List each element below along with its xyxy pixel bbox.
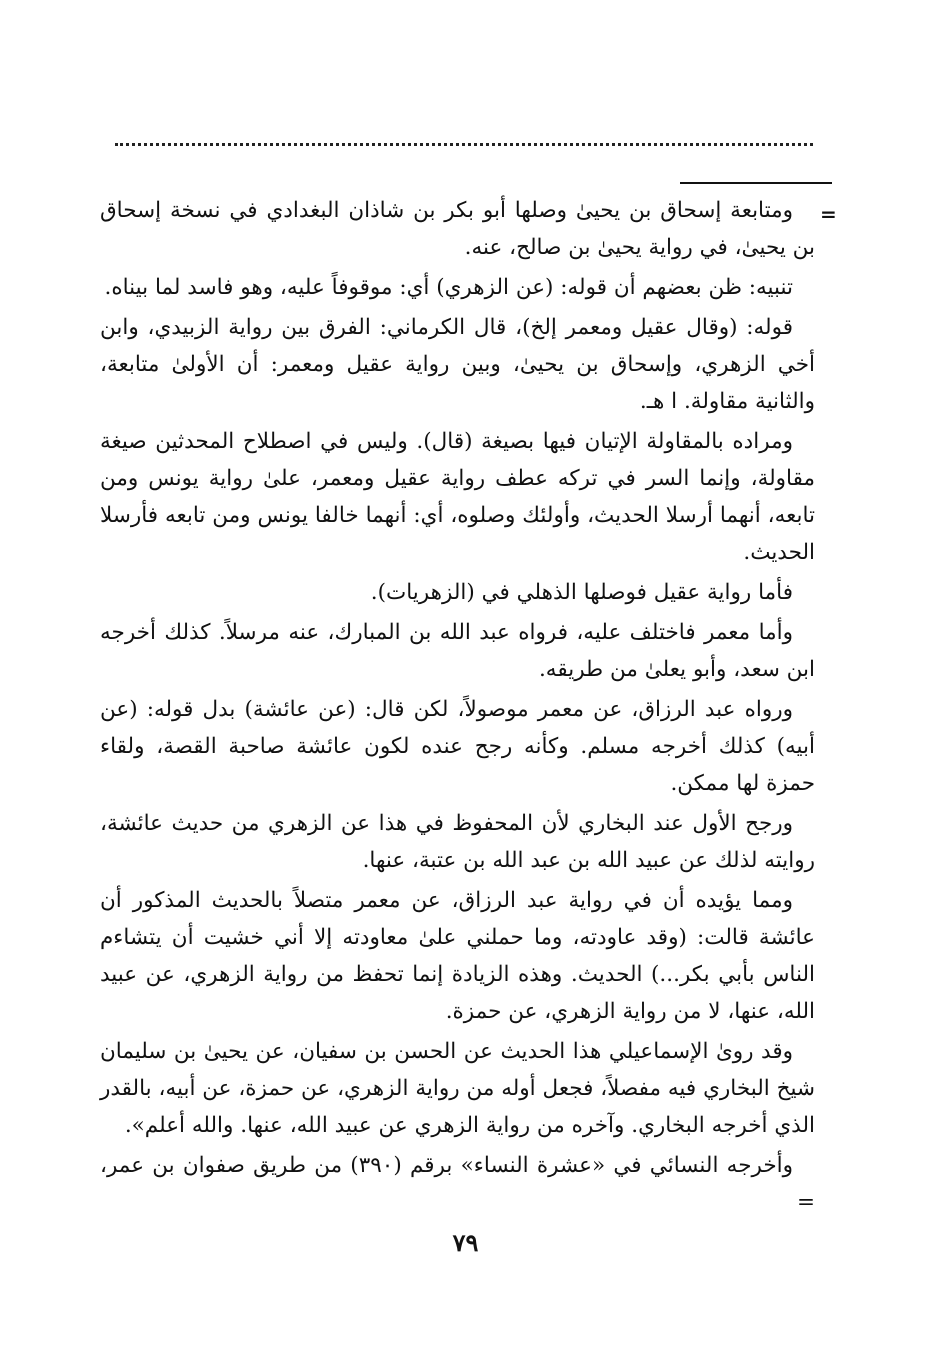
page-number: ٧٩ <box>452 1228 479 1257</box>
continuation-mark: = <box>820 202 837 226</box>
paragraph: قوله: (وقال عقيل ومعمر إلخ)، قال الكرماني: الفرق بين رواية الزبيدي، وابن أخي الزهري، وإسحاق بن يحيىٰ، وبين رواية عقيل ومعمر: أن الأولىٰ متابعة، والثانية مقاولة. ا هـ. <box>100 315 815 414</box>
paragraph: فأما رواية عقيل فوصلها الذهلي في (الزهريات). <box>370 580 793 605</box>
paragraph: ومما يؤيده أن في رواية عبد الرزاق، عن معمر متصلاً بالحديث المذكور أن عائشة قالت: (وقد عاودته، وما حملني علىٰ معاودته إلا أني خشيت أن يتشاءم الناس بأبي بكر...) الحديث. وهذه الزيادة إنما تحفظ من رواية الزهري، عن عبيد الله، عنها، لا من رواية الزهري، عن حمزة. <box>100 888 815 1024</box>
paragraph: وقد روىٰ الإسماعيلي هذا الحديث عن الحسن بن سفيان، عن يحيىٰ بن سليمان شيخ البخاري فيه مفصلاً، فجعل أوله من رواية الزهري، عن حمزة، عن أبيه، بالقدر الذي أخرجه البخاري. وآخره من رواية الزهري عن عبيد الله، عنها. والله أعلم». <box>100 1039 815 1138</box>
paragraph: وأما معمر فاختلف عليه، فرواه عبد الله بن المبارك، عنه مرسلاً. كذلك أخرجه ابن سعد، وأبو يعلىٰ من طريقه. <box>100 620 815 682</box>
paragraph: تنبيه: ظن بعضهم أن قوله: (عن الزهري) أي: موقوفاً عليه، وهو فاسد لما بيناه. <box>104 275 793 300</box>
header-dotted-rule <box>115 143 813 146</box>
paragraph: ورجح الأول عند البخاري لأن المحفوظ في هذا عن الزهري من حديث عائشة، روايته لذلك عن عبيد الله بن عبد الله بن عتبة، عنها. <box>100 811 815 873</box>
footnote-separator-rule <box>680 182 832 184</box>
paragraph: ومتابعة إسحاق بن يحيىٰ وصلها أبو بكر بن شاذان البغدادي في نسخة إسحاق بن يحيىٰ، في رواية يحيىٰ بن صالح، عنه. <box>100 198 815 260</box>
paragraph: ومراده بالمقاولة الإتيان فيها بصيغة (قال). وليس في اصطلاح المحدثين صيغة مقاولة، وإنما السر في تركه عطف رواية عقيل ومعمر، علىٰ رواية يونس ومن تابعه، أنهما أرسلا الحديث، وأولئك وصلوه، أي: أنهما خالفا يونس ومن تابعه فأرسلا الحديث. <box>100 429 815 565</box>
paragraph: وأخرجه النسائي في «عشرة النساء» برقم (٣٩٠) من طريق صفوان بن عمر، = <box>100 1153 815 1215</box>
footnote-text <box>100 192 815 1224</box>
paragraph: ورواه عبد الرزاق، عن معمر موصولاً، لكن قال: (عن عائشة) بدل قوله: (عن أبيه) كذلك أخرجه مسلم. وكأنه رجح عنده لكون عائشة صاحبة القصة، ولقاء حمزة لها ممكن. <box>100 697 815 796</box>
